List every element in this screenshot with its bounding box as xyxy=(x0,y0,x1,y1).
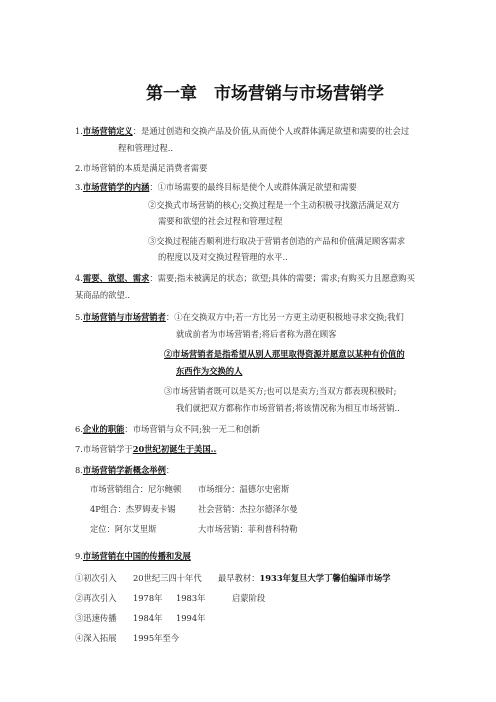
section-3-item-2: ②交换式市场营销的核心;交换过程是一个主动积极寻找激活满足双方 xyxy=(148,200,400,210)
stage-2-period-end: 1983年 xyxy=(176,593,206,603)
section-9-line xyxy=(75,551,191,562)
section-6-line xyxy=(75,424,260,435)
section-9-label: 市场营销在中国的传播和发展 xyxy=(82,551,191,561)
section-7-text: 7.市场营销学于 xyxy=(75,444,133,454)
stage-2-note: 启蒙阶段 xyxy=(232,593,266,603)
section-5-item-3-cont: 我们就把双方都称作市场营销者;将该情况称为相互市场营销.. xyxy=(176,403,400,413)
section-5-line xyxy=(75,312,404,323)
stage-2-period-start: 1978年 xyxy=(133,593,163,603)
stage-3-period-start: 1984年 xyxy=(133,613,163,623)
stage-2-name: ②再次引入 xyxy=(75,593,117,603)
section-4-continuation: 某商品的欲望.. xyxy=(75,290,131,300)
section-1-number: 1. xyxy=(75,126,83,136)
section-5-item-1-cont: 就成前者为市场营销者;将后者称为潜在顾客 xyxy=(176,329,337,339)
section-5-label: 市场营销与市场营销者 xyxy=(82,312,166,322)
section-3-item-3: ③交换过程能否顺利进行取决于营销者创造的产品和价值满足顾客需求 xyxy=(148,236,406,246)
concept-social-marketing: 社会营销：杰拉尔德泽尔曼 xyxy=(198,504,298,514)
stage-1-note-label: 最早教材： xyxy=(218,573,260,583)
stage-1-name: ①初次引入 xyxy=(75,573,117,583)
section-5-item-2-cont: 东西作为交换的人 xyxy=(176,366,243,376)
section-7-highlight: 20世纪初诞生于美国.. xyxy=(132,444,217,454)
section-2-line: 2.市场营销的本质是满足消费者需要 xyxy=(75,163,208,173)
section-9-number: 9. xyxy=(75,551,83,561)
section-4-text: ：需要;指未被满足的状态；欲望;具体的需要；需求;有购买力且愿意购买 xyxy=(149,273,415,283)
stage-4-name: ④深入拓展 xyxy=(75,633,117,643)
section-8-colon: ： xyxy=(165,465,175,475)
concept-4p: 4P组合：杰罗姆麦卡锡 xyxy=(90,504,176,514)
concept-marketing-mix: 市场营销组合：尼尔鲍顿 xyxy=(90,484,182,494)
stage-4-period: 1995年至今 xyxy=(133,633,180,643)
concept-segmentation: 市场细分：温德尔史密斯 xyxy=(198,484,290,494)
stage-1-period: 20世纪三四十年代 xyxy=(133,573,202,583)
section-3-line xyxy=(75,182,357,193)
section-5-item-2: ②市场营销者是指希望从别人那里取得资源并愿意以某种有价值的 xyxy=(164,349,405,359)
stage-3-period-end: 1994年 xyxy=(176,613,206,623)
section-7-line xyxy=(75,444,216,455)
section-4-label: 需要、欲望、需求 xyxy=(82,273,150,283)
section-5-item-3: ③市场营销者既可以是买方;也可以是卖方;当双方都表现积极时; xyxy=(164,386,397,396)
concept-megamarketing: 大市场营销：菲利普科特勒 xyxy=(198,524,298,534)
section-1-text: ：是通过创造和交换产品及价值,从而使个人或群体满足欲望和需要的社会过 xyxy=(132,126,410,136)
section-8-label: 市场营销学新概念举例 xyxy=(82,465,166,475)
section-5-item-1: ：①在交换双方中;若一方比另一方更主动更积极地寻求交换;我们 xyxy=(165,312,404,322)
section-3-item-2-cont: 需要和欲望的社会过程和管理过程 xyxy=(158,216,283,226)
section-3-item-3-cont: 的程度以及对交换过程管理的水平.. xyxy=(158,252,288,262)
stage-1-note xyxy=(218,573,390,584)
section-8-number: 8. xyxy=(75,465,83,475)
stage-1-textbook: 1933年复旦大学丁馨伯编译市场学 xyxy=(259,573,391,583)
chapter-title: 第一章 市场营销与市场营销学 xyxy=(146,84,384,104)
section-3-label: 市场营销学的内涵 xyxy=(82,182,150,192)
section-6-text: ：市场营销与众不同;独一无二和创新 xyxy=(124,424,260,434)
section-6-number: 6. xyxy=(75,424,83,434)
section-5-number: 5. xyxy=(75,312,83,322)
section-3-item-1: ：①市场需要的最终目标是使个人或群体满足欲望和需要 xyxy=(149,182,357,192)
section-1-line xyxy=(75,126,409,137)
stage-3-name: ③迅速传播 xyxy=(75,613,117,623)
section-1-label: 市场营销定义 xyxy=(82,126,133,136)
section-1-continuation: 程和管理过程.. xyxy=(118,143,174,153)
section-4-line xyxy=(75,273,415,284)
section-4-number: 4. xyxy=(75,273,83,283)
section-8-line xyxy=(75,465,174,476)
section-6-label: 企业的职能 xyxy=(82,424,125,434)
concept-positioning: 定位：阿尔艾里斯 xyxy=(90,524,157,534)
section-3-number: 3. xyxy=(75,182,83,192)
